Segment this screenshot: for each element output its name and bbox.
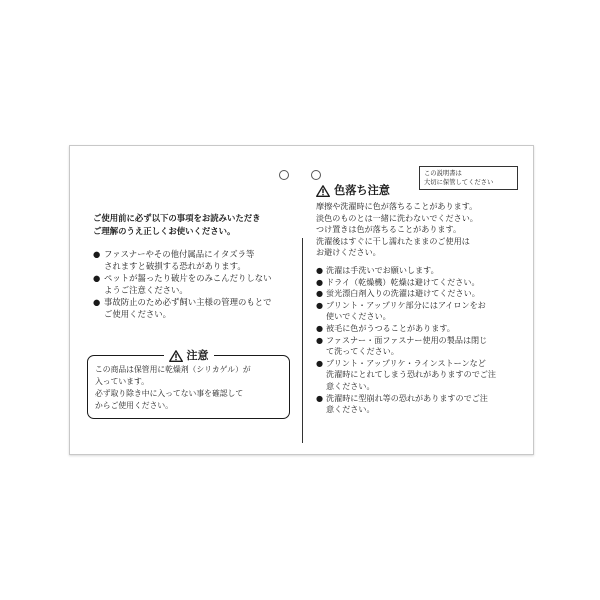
- list-item-line: ● ドライ（乾燥機）乾燥は避けてください。: [326, 276, 480, 287]
- list-item: [316, 300, 528, 323]
- list-item: [316, 265, 528, 277]
- note-line: 大切に保管してください: [424, 179, 494, 186]
- list-item: [93, 272, 298, 296]
- list-item: [93, 248, 298, 272]
- left-heading-line: ご理解のうえ正しくお使いください。: [93, 226, 236, 236]
- left-heading-line: ご使用前に必ず以下の事項をお読みいただき: [93, 213, 261, 223]
- note-line: この説明書は: [424, 170, 462, 177]
- caution-line: 入っています。: [95, 377, 149, 386]
- intro-line: つけ置きは色が落ちることがあります。: [316, 224, 462, 235]
- list-item-line: ● プリント・アップリケ部分にはアイロンをお: [326, 299, 486, 310]
- punch-hole-right: [311, 170, 321, 180]
- list-item-line: ● ファスナーやその他付属品にイタズラ等: [104, 249, 255, 259]
- punch-hole-left: [279, 170, 289, 180]
- left-column: [93, 212, 298, 320]
- list-item: [316, 393, 528, 416]
- right-bullet-list: [316, 265, 528, 416]
- list-item-line: ● 蛍光漂白剤入りの洗濯は避けてください。: [326, 288, 480, 299]
- intro-line: 摩擦や洗濯時に色が落ちることがあります。: [316, 201, 478, 211]
- warning-triangle-icon: [169, 350, 183, 362]
- list-item-line: ようご注意ください。: [104, 285, 188, 295]
- list-item-line: ● 洗濯時に型崩れ等の恐れがありますのでご注: [326, 392, 488, 403]
- list-item-line: 意ください。: [326, 380, 375, 391]
- list-item: [316, 288, 528, 300]
- intro-line: 洗濯後はすぐに干し濡れたままのご使用は: [316, 235, 470, 246]
- list-item: [316, 323, 528, 335]
- list-item-line: ご使用ください。: [104, 309, 171, 319]
- color-fading-title-text: 色落ち注意: [334, 184, 390, 197]
- center-divider: [302, 238, 303, 443]
- caution-box: [87, 349, 290, 419]
- list-item-line: ● プリント・アップリケ・ラインストーンなど: [326, 357, 486, 368]
- warning-triangle-icon: [316, 185, 330, 197]
- list-item-line: ● 事故防止のため必ず飼い主様の管理のもとで: [104, 297, 272, 307]
- caution-title: [164, 349, 214, 363]
- caution-line: からご使用ください。: [95, 401, 173, 410]
- color-fading-intro: [316, 201, 528, 259]
- list-item: [316, 358, 528, 393]
- right-column: [316, 184, 528, 416]
- left-heading: [93, 212, 298, 238]
- list-item-line: ● 洗濯は手洗いでお願いします。: [326, 264, 439, 275]
- list-item-line: 洗濯時にとれてしまう恐れがありますのでご注: [326, 369, 496, 380]
- caution-title-text: 注意: [186, 349, 209, 362]
- caution-line: この商品は保管用に乾燥剤（シリカゲル）が: [95, 365, 251, 374]
- instruction-tag: [69, 145, 534, 455]
- left-bullet-list: [93, 248, 298, 320]
- caution-line: 必ず取り除き中に入ってない事を確認して: [95, 389, 244, 398]
- intro-line: 淡色のものとは一緒に洗わないでください。: [316, 212, 478, 223]
- intro-line: お避けください。: [316, 247, 381, 258]
- list-item-line: 意ください。: [326, 404, 375, 415]
- list-item: [316, 335, 528, 358]
- list-item: [93, 296, 298, 320]
- list-item-line: て洗ってください。: [326, 346, 399, 357]
- list-item: [316, 277, 528, 289]
- color-fading-title: [316, 184, 528, 198]
- list-item-line: ● 被毛に色がうつることがあります。: [326, 322, 455, 333]
- list-item-line: ● ファスナー・面ファスナー使用の製品は閉じ: [326, 334, 488, 345]
- list-item-line: されますと破損する恐れがあります。: [104, 261, 246, 271]
- list-item-line: ● ペットが齧ったり破片をのみこんだりしない: [104, 273, 272, 283]
- list-item-line: 使いでください。: [326, 311, 391, 322]
